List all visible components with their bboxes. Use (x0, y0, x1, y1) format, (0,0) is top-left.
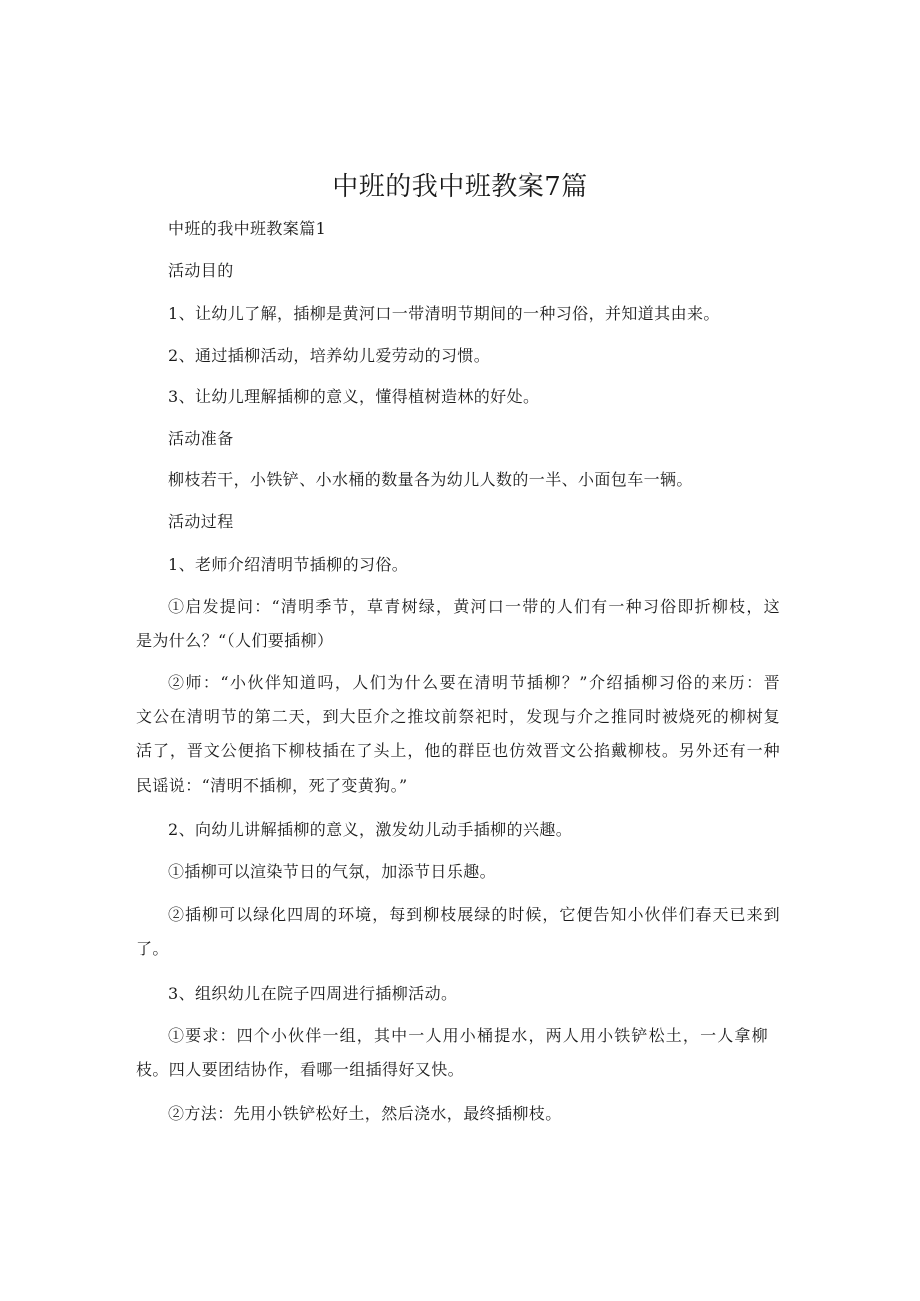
paragraph-line: 柳枝若干，小铁铲、小水桶的数量各为幼儿人数的一半、小面包车一辆。 (168, 470, 693, 489)
subheading-process: 活动过程 (168, 512, 234, 531)
process-step: 1、老师介绍清明节插柳的习俗。 (168, 555, 409, 574)
process-step: 2、向幼儿讲解插柳的意义，激发幼儿动手插柳的兴趣。 (168, 820, 573, 839)
objective-item: 3、让幼儿理解插柳的意义，懂得植树造林的好处。 (168, 387, 540, 406)
paragraph-line: 是为什么？“（人们要插柳） (136, 631, 334, 650)
paragraph-line: 文公在清明节的第二天，到大臣介之推坟前祭祀时，发现与介之推同时被烧死的柳树复 (136, 707, 780, 726)
section-heading: 中班的我中班教案篇1 (168, 219, 327, 238)
subheading-objectives: 活动目的 (168, 261, 234, 280)
paragraph-line: 枝。四人要团结协作，看哪一组插得好又快。 (136, 1060, 465, 1079)
document-title: 中班的我中班教案7篇 (332, 172, 588, 202)
objective-item: 1、让幼儿了解，插柳是黄河口一带清明节期间的一种习俗，并知道其由来。 (168, 304, 720, 323)
process-step: 3、组织幼儿在院子四周进行插柳活动。 (168, 984, 458, 1003)
paragraph-line: ①启发提问：“清明季节，草青树绿，黄河口一带的人们有一种习俗即折柳枝，这 (168, 597, 780, 616)
paragraph-line: ②方法：先用小铁铲松好土，然后浇水，最终插柳枝。 (168, 1104, 562, 1123)
paragraph-line: ②师：“小伙伴知道吗，人们为什么要在清明节插柳？”介绍插柳习俗的来历：晋 (168, 673, 780, 692)
paragraph-line: ①插柳可以渲染节日的气氛，加添节日乐趣。 (168, 862, 497, 881)
paragraph-line: 民谣说：“清明不插柳，死了变黄狗。” (136, 776, 408, 795)
paragraph-line: 活了，晋文公便掐下柳枝插在了头上，他的群臣也仿效晋文公掐戴柳枝。另外还有一种 (136, 741, 780, 760)
objective-item: 2、通过插柳活动，培养幼儿爱劳动的习惯。 (168, 346, 491, 365)
paragraph-line: 了。 (136, 939, 169, 958)
subheading-preparation: 活动准备 (168, 429, 234, 448)
paragraph-line: ②插柳可以绿化四周的环境，每到柳枝展绿的时候，它便告知小伙伴们春天已来到 (168, 905, 780, 924)
paragraph-line: ①要求：四个小伙伴一组，其中一人用小桶提水，两人用小铁铲松土，一人拿柳 (168, 1026, 768, 1045)
